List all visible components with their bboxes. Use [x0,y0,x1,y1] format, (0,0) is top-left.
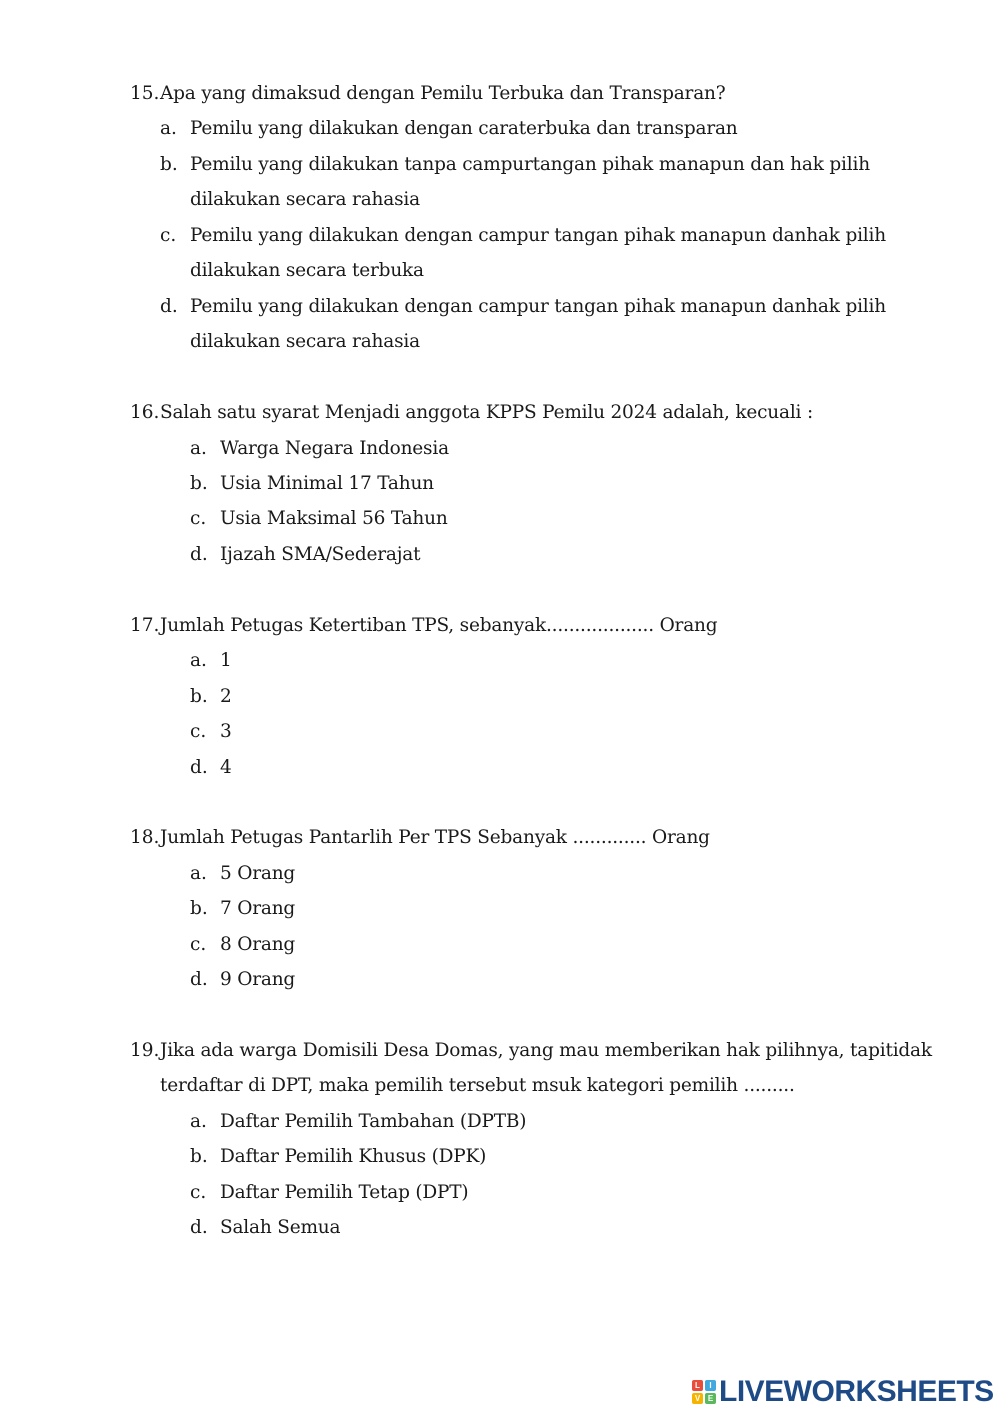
logo-mark-letter: V [692,1393,703,1404]
option-label: d. [190,969,208,990]
option-text: 8 Orang [220,934,296,955]
question-text: Apa yang dimaksud dengan Pemilu Terbuka dan Transparan? [160,83,726,104]
logo-mark-icon [692,1380,716,1404]
option-text: Usia Minimal 17 Tahun [220,473,434,494]
liveworksheets-logo [692,1375,994,1409]
option-label: d. [190,544,208,565]
option-text: Ijazah SMA/Sederajat [220,544,421,565]
logo-mark-letter: E [705,1393,716,1404]
option-label: b. [160,154,178,175]
option-label: b. [190,1146,208,1167]
option-text: dilakukan secara terbuka [190,260,424,281]
option-label: d. [190,757,208,778]
question-text-continued: terdaftar di DPT, maka pemilih tersebut msuk kategori pemilih ......... [160,1075,795,1096]
option-text: Daftar Pemilih Tambahan (DPTB) [220,1111,527,1132]
option-label: b. [190,473,208,494]
question-text: Jumlah Petugas Pantarlih Per TPS Sebanyak ............. Orang [160,827,710,848]
logo-text: LIVEWORKSHEETS [719,1375,994,1408]
question-text: Jumlah Petugas Ketertiban TPS, sebanyak................... Orang [160,615,718,636]
option-label: b. [190,686,208,707]
option-text: Pemilu yang dilakukan dengan campur tangan pihak manapun danhak pilih [190,296,886,317]
option-label: b. [190,898,208,919]
option-text: Daftar Pemilih Tetap (DPT) [220,1182,469,1203]
option-text: 3 [220,721,232,742]
option-text: Daftar Pemilih Khusus (DPK) [220,1146,487,1167]
option-label: d. [190,1217,208,1238]
option-label: c. [190,721,207,742]
option-text: 1 [220,650,232,671]
option-label: a. [190,1111,207,1132]
option-label: a. [160,118,177,139]
option-label: a. [190,650,207,671]
option-text: Salah Semua [220,1217,341,1238]
question-number: 18. [130,827,160,848]
question-text: Jika ada warga Domisili Desa Domas, yang mau memberikan hak pilihnya, tapitidak [160,1040,932,1061]
option-text: 7 Orang [220,898,296,919]
option-text: Pemilu yang dilakukan tanpa campurtangan pihak manapun dan hak pilih [190,154,870,175]
option-text: 4 [220,757,232,778]
option-label: a. [190,863,207,884]
option-text: Usia Maksimal 56 Tahun [220,508,448,529]
question-number: 19. [130,1040,160,1061]
option-label: c. [190,934,207,955]
option-text: 5 Orang [220,863,296,884]
logo-mark-letter: L [692,1380,703,1391]
option-text: 2 [220,686,232,707]
option-label: a. [190,438,207,459]
question-number: 15. [130,83,160,104]
option-label: d. [160,296,178,317]
option-text: dilakukan secara rahasia [190,331,420,352]
question-number: 17. [130,615,160,636]
option-text: 9 Orang [220,969,296,990]
option-label: c. [190,508,207,529]
option-text: Pemilu yang dilakukan dengan campur tangan pihak manapun danhak pilih [190,225,886,246]
option-text: dilakukan secara rahasia [190,189,420,210]
option-label: c. [160,225,177,246]
option-text: Pemilu yang dilakukan dengan caraterbuka dan transparan [190,118,738,139]
question-number: 16. [130,402,160,423]
logo-mark-letter: I [705,1380,716,1391]
option-label: c. [190,1182,207,1203]
question-text: Salah satu syarat Menjadi anggota KPPS Pemilu 2024 adalah, kecuali : [160,402,813,423]
option-text: Warga Negara Indonesia [220,438,449,459]
